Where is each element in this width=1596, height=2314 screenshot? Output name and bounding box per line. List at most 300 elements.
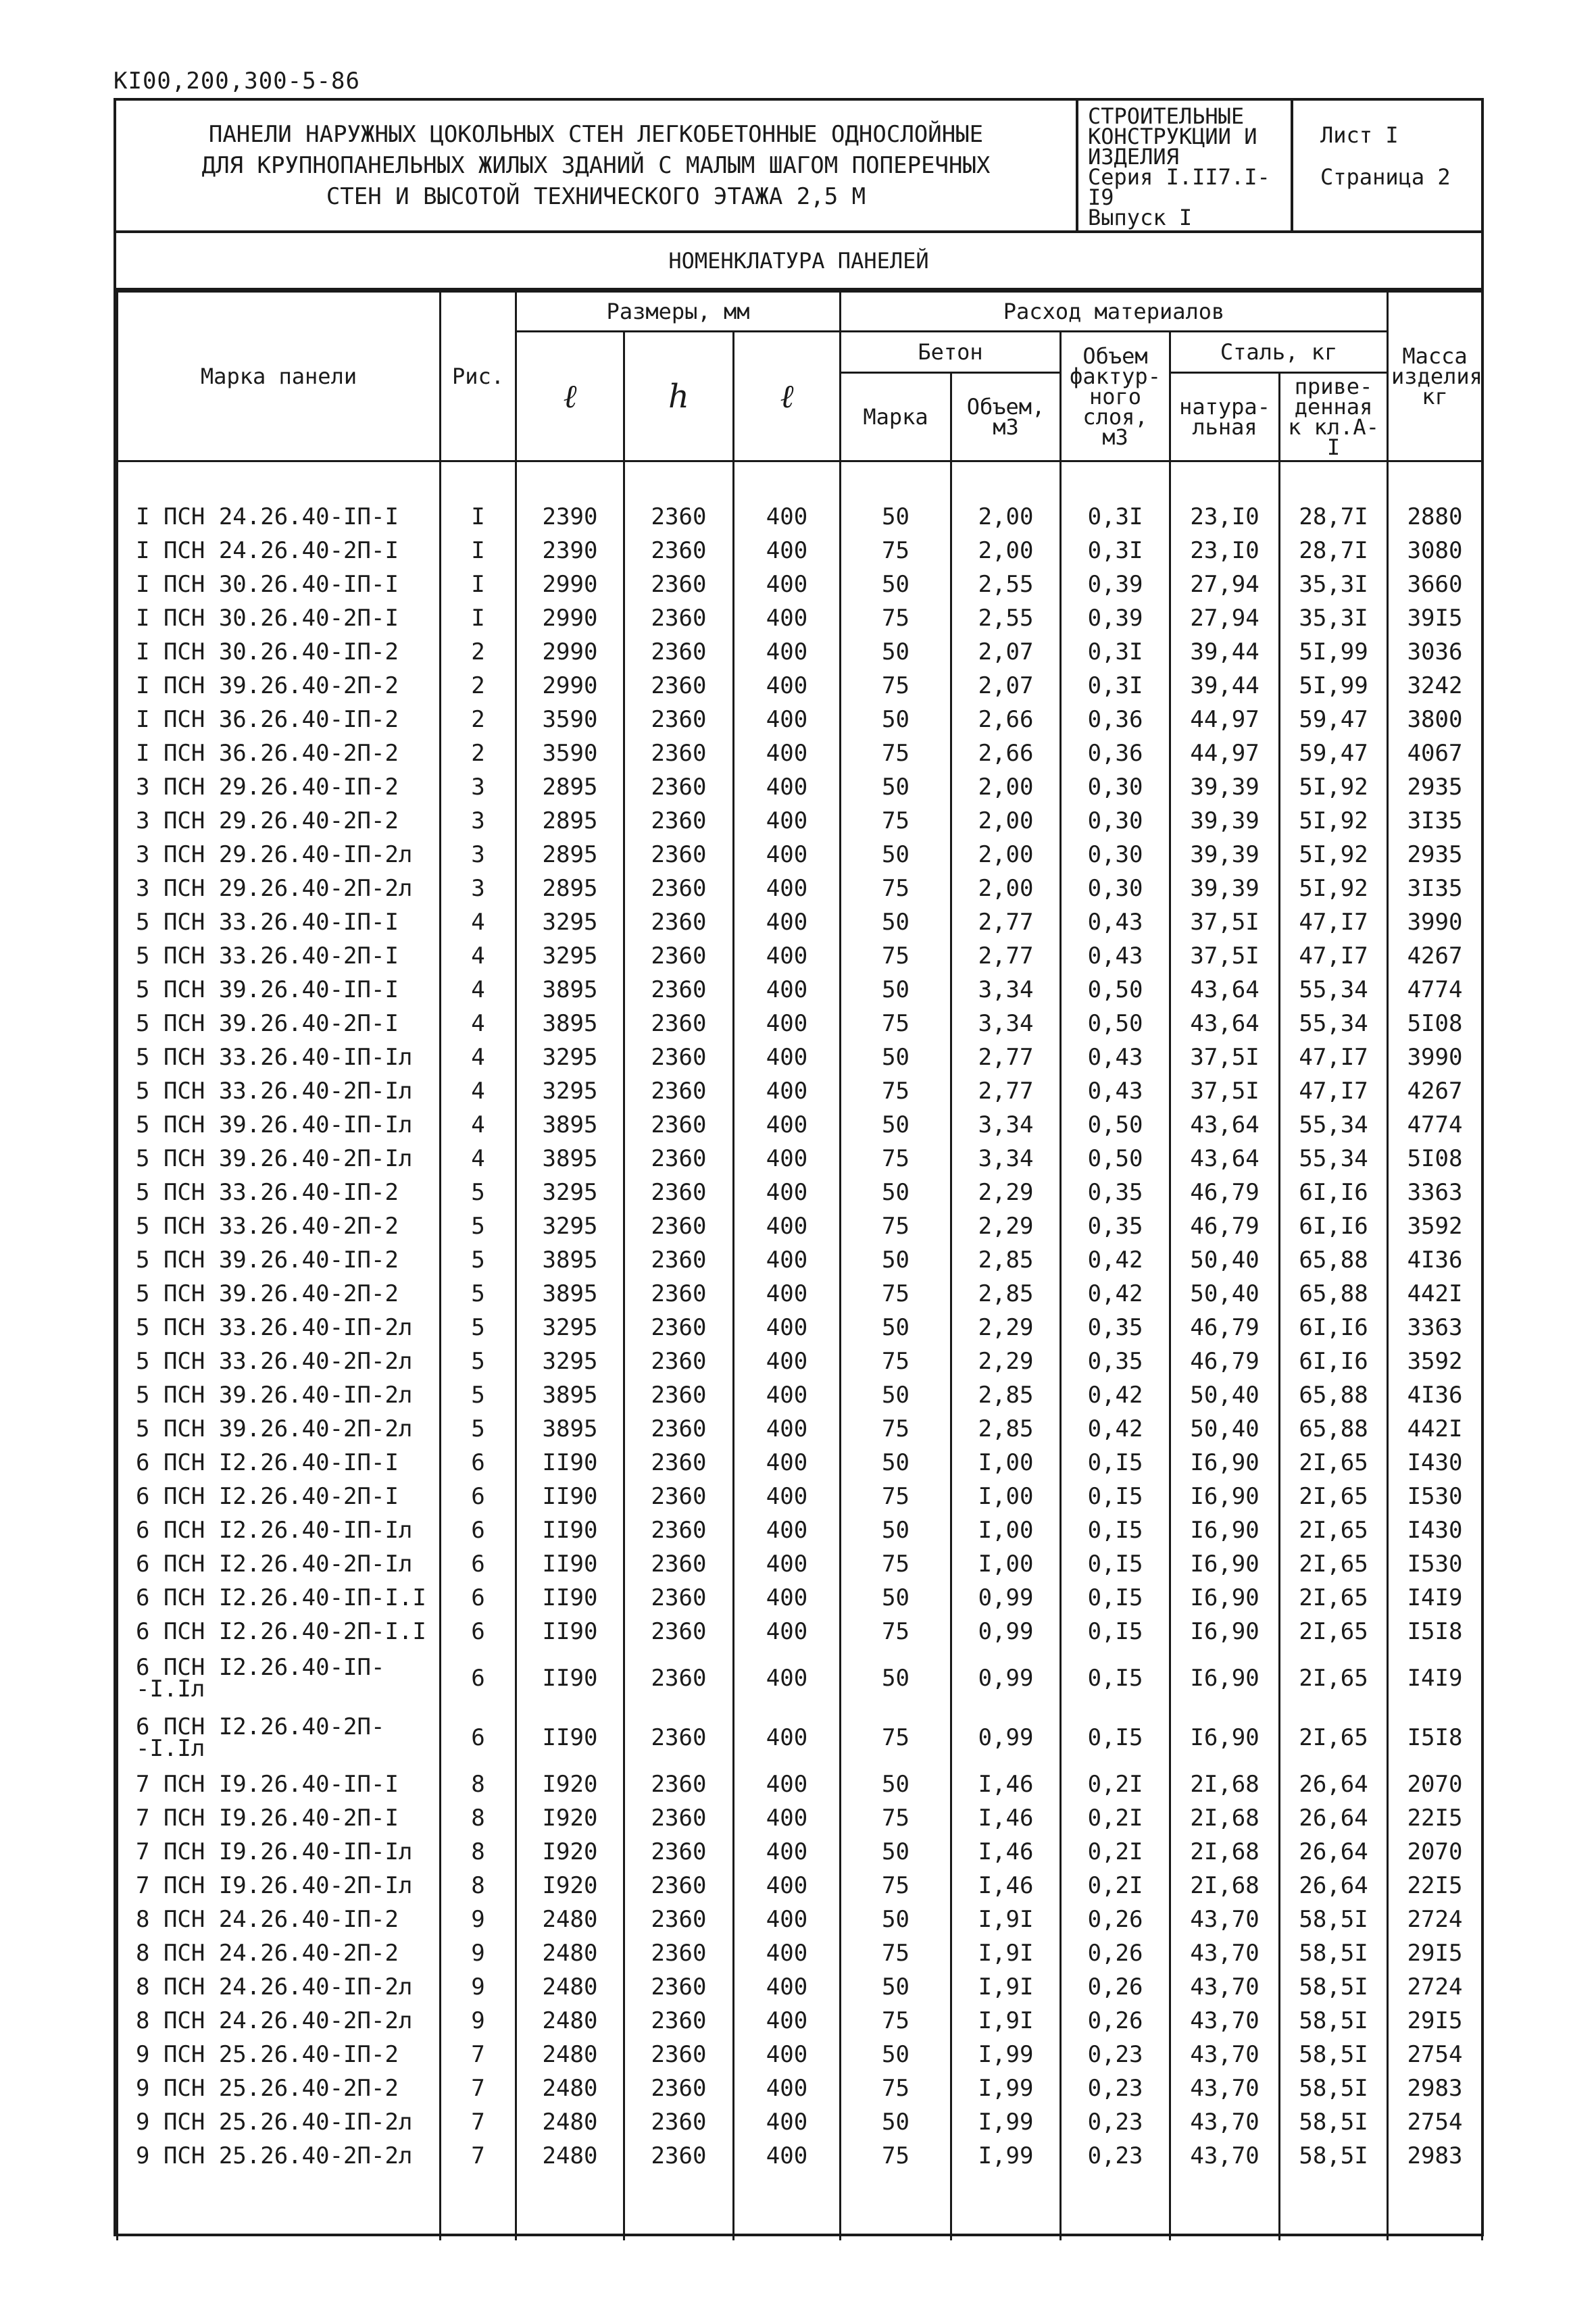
table-row [118,1243,1482,1277]
table-row [118,1708,1482,1767]
table-cell: 2880 [1388,500,1482,534]
table-cell: 35,3I [1280,568,1388,601]
table-cell: 2I,65 [1280,1708,1388,1767]
table-cell: 47,I7 [1280,1074,1388,1108]
table-cell: 2983 [1388,2071,1482,2105]
table-cell: 50 [841,1446,951,1480]
panel-mark-cell: I ПСН 36.26.40-IП-2 [118,703,441,736]
table-row [118,2071,1482,2105]
table-cell: 2360 [624,2038,734,2071]
table-cell: 5 [441,1243,516,1277]
table-cell: 7 [441,2139,516,2173]
table-cell: 2,29 [951,1176,1061,1209]
table-cell: I [441,534,516,568]
table-cell: 9 [441,1970,516,2004]
table-cell: 2,29 [951,1344,1061,1378]
panel-mark-cell: 5 ПСН 39.26.40-2П-2л [118,1412,441,1446]
table-cell: 400 [734,1446,841,1480]
table-cell: 3895 [516,1378,624,1412]
table-cell: 2990 [516,669,624,703]
panel-mark-cell: 6 ПСН I2.26.40-IП-Iл [118,1513,441,1547]
table-cell: 50 [841,1970,951,2004]
table-cell: 0,23 [1061,2038,1170,2071]
table-cell: 2895 [516,804,624,838]
table-cell: 46,79 [1170,1344,1280,1378]
table-cell: 2360 [624,1311,734,1344]
table-cell: 50 [841,905,951,939]
table-cell: 2480 [516,1970,624,2004]
table-cell: 2360 [624,770,734,804]
table-cell: 2,55 [951,601,1061,635]
table-cell: I [441,568,516,601]
table-cell: 43,70 [1170,1970,1280,2004]
table-cell: 29I5 [1388,1936,1482,1970]
table-cell: 8 [441,1835,516,1869]
table-cell: 50 [841,1243,951,1277]
table-cell: I,99 [951,2139,1061,2173]
table-cell: 3895 [516,1007,624,1040]
table-cell: 44,97 [1170,736,1280,770]
table-cell: 400 [734,2105,841,2139]
table-cell: 2360 [624,804,734,838]
table-cell: 3I35 [1388,872,1482,905]
table-cell: 2360 [624,1649,734,1708]
table-cell: 43,64 [1170,973,1280,1007]
table-cell: 0,99 [951,1581,1061,1615]
table-cell: 2360 [624,1801,734,1835]
table-cell: 2I,65 [1280,1480,1388,1513]
table-cell: 6I,I6 [1280,1311,1388,1344]
table-cell: I [441,500,516,534]
table-cell: 2360 [624,872,734,905]
table-cell: 75 [841,2004,951,2038]
table-cell: 6I,I6 [1280,1344,1388,1378]
table-row [118,703,1482,736]
table-cell: 5I,92 [1280,804,1388,838]
table-cell: 26,64 [1280,1801,1388,1835]
panel-mark-cell: 3 ПСН 29.26.40-2П-2 [118,804,441,838]
table-cell: 4 [441,1040,516,1074]
table-cell: I6,90 [1170,1513,1280,1547]
table-cell: I,46 [951,1801,1061,1835]
panel-mark-cell: 6 ПСН I2.26.40-2П-Iл [118,1547,441,1581]
table-row [118,2105,1482,2139]
table-cell: 400 [734,1936,841,1970]
table-cell: 3080 [1388,534,1482,568]
table-cell: 2360 [624,973,734,1007]
table-cell: I920 [516,1767,624,1801]
table-cell: 0,2I [1061,1801,1170,1835]
table-cell: 47,I7 [1280,905,1388,939]
table-cell: 55,34 [1280,1007,1388,1040]
table-cell: 5I08 [1388,1007,1482,1040]
table-row [118,1547,1482,1581]
table-cell: 400 [734,703,841,736]
table-cell: 58,5I [1280,2139,1388,2173]
table-cell: I,9I [951,1903,1061,1936]
header-materials: Расход материалов [841,292,1388,332]
table-row [118,1970,1482,2004]
table-row [118,1615,1482,1649]
table-cell: 7 [441,2105,516,2139]
table-cell: 2360 [624,1869,734,1903]
table-cell: 29I5 [1388,2004,1482,2038]
table-cell: 2895 [516,872,624,905]
table-cell: I5I8 [1388,1708,1482,1767]
table-cell: 75 [841,872,951,905]
table-cell: 50,40 [1170,1277,1280,1311]
table-cell: 400 [734,1277,841,1311]
table-cell: I920 [516,1801,624,1835]
panel-mark-cell: 5 ПСН 33.26.40-IП-Iл [118,1040,441,1074]
table-cell: 3800 [1388,703,1482,736]
table-cell: 5I,99 [1280,669,1388,703]
panel-mark-cell: 5 ПСН 33.26.40-2П-2л [118,1344,441,1378]
table-cell: 400 [734,1649,841,1708]
table-cell: 50 [841,1581,951,1615]
table-cell: I,00 [951,1446,1061,1480]
table-cell: 5 [441,1378,516,1412]
table-cell: 4774 [1388,973,1482,1007]
table-cell: 3895 [516,1108,624,1142]
table-cell: 400 [734,872,841,905]
table-cell: 0,42 [1061,1378,1170,1412]
table-cell: 442I [1388,1412,1482,1446]
panel-mark-cell: I ПСН 24.26.40-IП-I [118,500,441,534]
table-row [118,1446,1482,1480]
table-row [118,736,1482,770]
table-row [118,872,1482,905]
table-cell: 39,39 [1170,770,1280,804]
panel-mark-cell: 9 ПСН 25.26.40-IП-2 [118,2038,441,2071]
table-cell: 2360 [624,736,734,770]
table-cell: 4 [441,1108,516,1142]
table-cell: 75 [841,939,951,973]
table-cell: 43,64 [1170,1108,1280,1142]
table-cell: 0,26 [1061,2004,1170,2038]
panel-mark-cell: 7 ПСН I9.26.40-2П-Iл [118,1869,441,1903]
table-cell: 2,85 [951,1378,1061,1412]
panel-mark-cell: 5 ПСН 33.26.40-2П-2 [118,1209,441,1243]
table-row [118,939,1482,973]
table-cell: 0,30 [1061,804,1170,838]
table-cell: 2I,65 [1280,1581,1388,1615]
table-cell: 2,29 [951,1209,1061,1243]
header-steel-reduced: приве-денная к кл.А-I [1280,373,1388,461]
table-cell: 37,5I [1170,905,1280,939]
table-cell: I5I8 [1388,1615,1482,1649]
series-info: СТРОИТЕЛЬНЫЕ КОНСТРУКЦИИ И ИЗДЕЛИЯ Серия I.II7.I-I9 Выпуск I [1076,101,1291,230]
table-cell: 4 [441,1007,516,1040]
table-cell: 8 [441,1767,516,1801]
panel-mark-cell: I ПСН 30.26.40-2П-I [118,601,441,635]
table-cell: 0,50 [1061,1007,1170,1040]
table-cell: 50,40 [1170,1412,1280,1446]
table-cell: 2360 [624,1547,734,1581]
table-cell: 3990 [1388,905,1482,939]
table-cell: 43,64 [1170,1007,1280,1040]
table-cell: 400 [734,1412,841,1446]
table-cell: 0,43 [1061,1074,1170,1108]
table-cell: 0,3I [1061,669,1170,703]
table-row [118,601,1482,635]
table-cell: 50 [841,500,951,534]
panel-mark-cell: 8 ПСН 24.26.40-2П-2 [118,1936,441,1970]
table-cell: 3295 [516,1311,624,1344]
table-cell: 50 [841,1513,951,1547]
table-cell: I530 [1388,1480,1482,1513]
table-cell: 50 [841,1378,951,1412]
table-cell: 3,34 [951,1142,1061,1176]
table-cell: 50 [841,838,951,872]
table-cell: 75 [841,2139,951,2173]
table-cell: I6,90 [1170,1480,1280,1513]
table-cell: 50 [841,973,951,1007]
table-cell: 2360 [624,1708,734,1767]
table-cell: 2360 [624,1513,734,1547]
table-cell: 75 [841,534,951,568]
table-cell: 400 [734,1801,841,1835]
table-cell: 2360 [624,1903,734,1936]
table-cell: II90 [516,1708,624,1767]
table-cell: 55,34 [1280,1108,1388,1142]
table-cell: 0,3I [1061,534,1170,568]
table-cell: 3895 [516,1277,624,1311]
table-row [118,2139,1482,2173]
table-cell: 2360 [624,1108,734,1142]
table-cell: 2,77 [951,905,1061,939]
table-cell: 50,40 [1170,1243,1280,1277]
table-cell: 50 [841,635,951,669]
table-cell: 0,2I [1061,1869,1170,1903]
table-cell: 3295 [516,939,624,973]
table-cell: 0,3I [1061,500,1170,534]
table-cell: 0,35 [1061,1344,1170,1378]
table-cell: 5I,99 [1280,635,1388,669]
table-row [118,1074,1482,1108]
table-cell: I,9I [951,1970,1061,2004]
table-cell: 2360 [624,1209,734,1243]
table-row [118,1513,1482,1547]
table-cell: 0,23 [1061,2071,1170,2105]
table-cell: 400 [734,1108,841,1142]
table-cell: 50 [841,1835,951,1869]
table-cell: 2I,68 [1170,1767,1280,1801]
panel-mark-cell: 8 ПСН 24.26.40-2П-2л [118,2004,441,2038]
table-cell: 6I,I6 [1280,1209,1388,1243]
table-cell: 0,26 [1061,1903,1170,1936]
table-cell: I,9I [951,1936,1061,1970]
panel-mark-cell: 7 ПСН I9.26.40-IП-I [118,1767,441,1801]
table-cell: 3363 [1388,1176,1482,1209]
table-cell: 37,5I [1170,1040,1280,1074]
panel-mark-cell: 9 ПСН 25.26.40-IП-2л [118,2105,441,2139]
table-row [118,1649,1482,1708]
table-cell: 5 [441,1412,516,1446]
table-cell: 400 [734,500,841,534]
table-cell: 50 [841,568,951,601]
table-row [118,1412,1482,1446]
table-cell: 2360 [624,1581,734,1615]
table-cell: 2,00 [951,500,1061,534]
header-height: h [624,332,734,461]
table-body [118,461,1482,2241]
table-cell: 2360 [624,500,734,534]
table-cell: 3895 [516,973,624,1007]
table-cell: 26,64 [1280,1835,1388,1869]
table-cell: 0,50 [1061,1108,1170,1142]
table-cell: 75 [841,1277,951,1311]
panel-mark-cell: 5 ПСН 39.26.40-2П-Iл [118,1142,441,1176]
table-cell: 3295 [516,1040,624,1074]
table-cell: 2480 [516,2004,624,2038]
header-length: ℓ [516,332,624,461]
nomenclature-table [116,291,1483,2240]
table-cell: 2360 [624,1378,734,1412]
table-row [118,1903,1482,1936]
table-cell: 7 [441,2071,516,2105]
table-row [118,905,1482,939]
table-cell: 3I35 [1388,804,1482,838]
panel-mark-cell: 5 ПСН 39.26.40-2П-I [118,1007,441,1040]
table-row [118,568,1482,601]
table-cell: 2070 [1388,1835,1482,1869]
table-cell: 0,I5 [1061,1615,1170,1649]
table-cell: 2480 [516,1903,624,1936]
table-cell: 3,34 [951,973,1061,1007]
table-cell: 0,I5 [1061,1547,1170,1581]
table-cell: 3295 [516,1176,624,1209]
table-cell: II90 [516,1547,624,1581]
table-cell: 2480 [516,2038,624,2071]
table-cell: 2360 [624,534,734,568]
table-cell: 5I08 [1388,1142,1482,1176]
table-cell: 43,70 [1170,1903,1280,1936]
table-cell: 43,70 [1170,2004,1280,2038]
table-cell: 0,42 [1061,1412,1170,1446]
table-cell: II90 [516,1446,624,1480]
table-cell: 58,5I [1280,2071,1388,2105]
table-cell: II90 [516,1615,624,1649]
panel-mark-cell: 5 ПСН 39.26.40-IП-2л [118,1378,441,1412]
table-cell: 2070 [1388,1767,1482,1801]
table-cell: 2360 [624,635,734,669]
panel-mark-cell: 5 ПСН 39.26.40-IП-Iл [118,1108,441,1142]
table-cell: 75 [841,1615,951,1649]
table-cell: 0,35 [1061,1209,1170,1243]
table-cell: 2360 [624,1007,734,1040]
table-row [118,1869,1482,1903]
table-cell: 400 [734,1243,841,1277]
header-figure: Рис. [441,292,516,461]
table-cell: 400 [734,1513,841,1547]
table-cell: 75 [841,804,951,838]
table-cell: 400 [734,1209,841,1243]
table-cell: 2360 [624,1142,734,1176]
table-cell: 4267 [1388,1074,1482,1108]
table-row [118,1277,1482,1311]
table-cell: 58,5I [1280,2004,1388,2038]
table-cell: 0,I5 [1061,1513,1170,1547]
table-cell: 0,23 [1061,2105,1170,2139]
table-cell: I,9I [951,2004,1061,2038]
table-cell: II90 [516,1581,624,1615]
table-cell: 2360 [624,1480,734,1513]
table-cell: I,00 [951,1480,1061,1513]
sheet-info [1291,101,1481,230]
table-cell: 28,7I [1280,534,1388,568]
table-cell: 55,34 [1280,973,1388,1007]
table-cell: 400 [734,1970,841,2004]
table-cell: 75 [841,1708,951,1767]
table-cell: 2 [441,635,516,669]
table-cell: 2,00 [951,804,1061,838]
table-cell: 46,79 [1170,1176,1280,1209]
table-cell: 0,43 [1061,1040,1170,1074]
panel-mark-cell: 5 ПСН 39.26.40-IП-I [118,973,441,1007]
table-cell: 2360 [624,1074,734,1108]
panel-mark-cell: 3 ПСН 29.26.40-IП-2 [118,770,441,804]
table-row [118,1581,1482,1615]
table-cell: 4 [441,1074,516,1108]
table-cell: 400 [734,1074,841,1108]
table-row [118,770,1482,804]
panel-mark-cell: 6 ПСН I2.26.40-IП-I [118,1446,441,1480]
table-cell: 0,50 [1061,1142,1170,1176]
table-cell: 2360 [624,601,734,635]
table-cell: 2360 [624,1412,734,1446]
table-cell: 6I,I6 [1280,1176,1388,1209]
table-cell: 2480 [516,2139,624,2173]
table-cell: 75 [841,1074,951,1108]
table-cell: 75 [841,1344,951,1378]
table-cell: 0,I5 [1061,1708,1170,1767]
header-sizes: Размеры, мм [516,292,841,332]
table-caption: НОМЕНКЛАТУРА ПАНЕЛЕЙ [114,233,1484,291]
table-cell: 2,00 [951,534,1061,568]
table-cell: 47,I7 [1280,1040,1388,1074]
table-row [118,1040,1482,1074]
panel-mark-cell: 5 ПСН 33.26.40-2П-Iл [118,1074,441,1108]
table-cell: I,00 [951,1513,1061,1547]
table-cell: 2,77 [951,1074,1061,1108]
table-cell: 5 [441,1176,516,1209]
table-cell: 400 [734,2139,841,2173]
table-cell: 2480 [516,2071,624,2105]
table-cell: 2360 [624,939,734,973]
table-cell: 2935 [1388,770,1482,804]
table-cell: 65,88 [1280,1277,1388,1311]
table-row [118,838,1482,872]
table-cell: 65,88 [1280,1378,1388,1412]
table-cell: 58,5I [1280,1936,1388,1970]
table-cell: 0,26 [1061,1936,1170,1970]
table-cell: 400 [734,838,841,872]
table-cell: 0,39 [1061,568,1170,601]
table-cell: 400 [734,1903,841,1936]
table-cell: 2,00 [951,872,1061,905]
table-cell: 2360 [624,905,734,939]
table-cell: 0,30 [1061,838,1170,872]
panel-mark-cell: 6 ПСН I2.26.40-IП- -I.Iл [118,1649,441,1708]
table-cell: 5 [441,1344,516,1378]
table-cell: 6 [441,1446,516,1480]
header-steel-natural: натура-льная [1170,373,1280,461]
table-cell: 2,77 [951,939,1061,973]
table-cell: 6 [441,1513,516,1547]
table-cell: 2390 [516,534,624,568]
table-cell: 2480 [516,2105,624,2139]
